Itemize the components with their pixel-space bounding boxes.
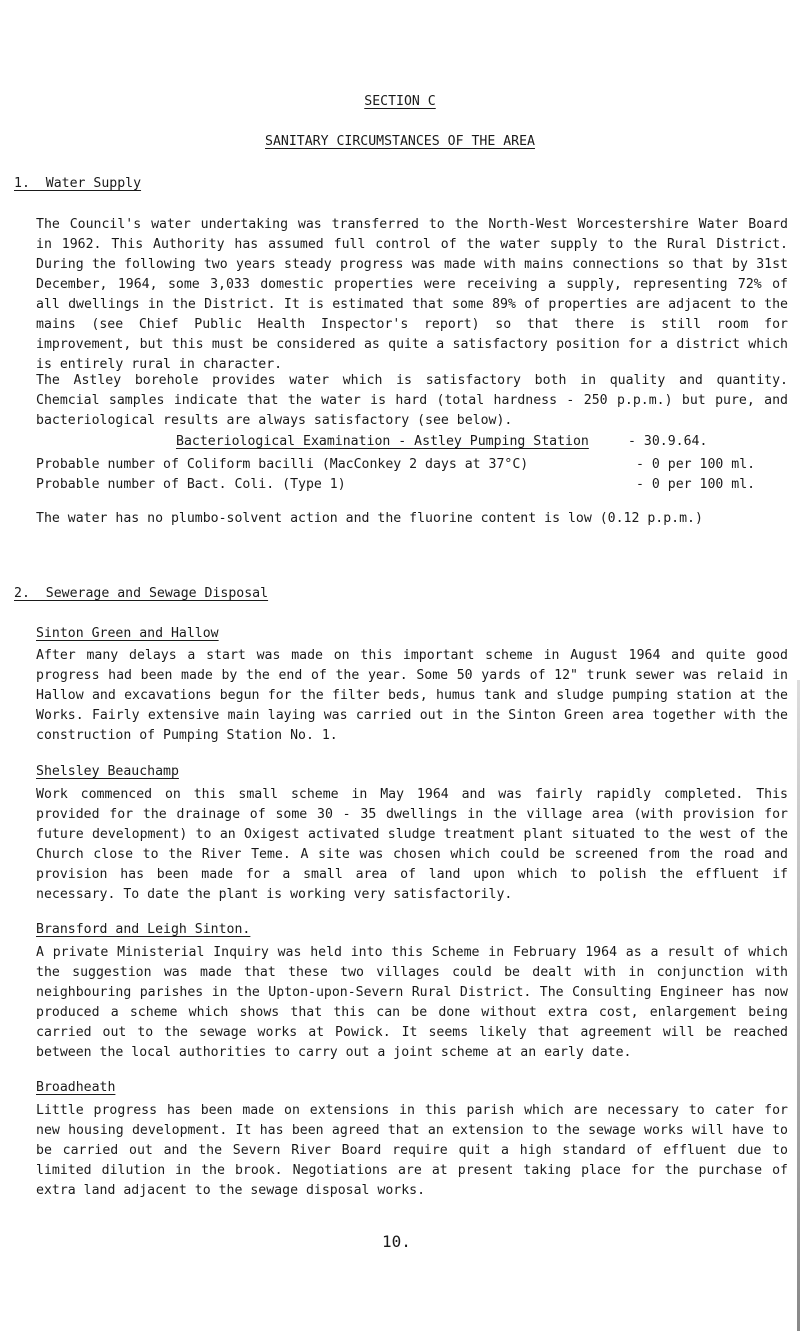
page-number: 10. bbox=[382, 1232, 411, 1251]
water-supply-paragraph-3: The water has no plumbo-solvent action and the fluorine content is low (0.12 p.p.m.) bbox=[36, 511, 703, 526]
section-subtitle: SANITARY CIRCUMSTANCES OF THE AREA bbox=[265, 134, 535, 149]
bact-coli-value: - 0 per 100 ml. bbox=[636, 477, 756, 492]
section-title: SECTION C bbox=[364, 94, 436, 109]
bransford-paragraph: A private Ministerial Inquiry was held into this Scheme in February 1964 as a result of which the suggestion was made that these two villages could be dealt with in conjunction with neighbouring parishes in the Upton-upon-Severn Rural District. The Consulting Engineer has now produced a scheme which shows that this can be done without extra cost, enlargement being carried out to the sewage works at Powick. It seems likely that agreement will be reached between the local authorities to carry out a joint scheme at an early date. bbox=[36, 945, 788, 1060]
broadheath-heading: Broadheath bbox=[36, 1080, 116, 1095]
bacteriological-exam-date: - 30.9.64. bbox=[628, 434, 708, 449]
water-supply-heading: 1. Water Supply bbox=[14, 176, 142, 191]
water-supply-paragraph-1: The Council's water undertaking was transferred to the North-West Worcestershire Water Board in 1962. This Authority has assumed full control of the water supply to the Rural District. During the following two years steady progress was made with mains connections so that by 31st December, 1964, some 3,033 domestic properties were receiving a supply, representing 72% of all dwellings in the District. It is estimated that some 89% of properties are adjacent to the mains (see Chief Public Health Inspector's report) so that there is still room for improvement, but this must be considered as quite a satisfactory position for a district which is entirely rural in character. bbox=[36, 217, 788, 372]
broadheath-paragraph: Little progress has been made on extensions in this parish which are necessary to cater for new housing development. It has been agreed that an extension to the sewage works will have to be carried out and the Severn River Board require quit a high standard of effluent due to limited dilution in the brook. Negotiations are at present taking place for the purchase of extra land adjacent to the sewage disposal works. bbox=[36, 1103, 788, 1198]
coliform-value: - 0 per 100 ml. bbox=[636, 457, 756, 472]
sewerage-heading: 2. Sewerage and Sewage Disposal bbox=[14, 586, 269, 601]
sinton-green-paragraph: After many delays a start was made on this important scheme in August 1964 and quite good progress had been made by the end of the year. Some 50 yards of 12" trunk sewer was relaid in Hallow and excavations begun for the filter beds, humus tank and sludge pumping station at the Works. Fairly extensive main laying was carried out in the Sinton Green area together with the construction of Pumping Station No. 1. bbox=[36, 648, 788, 743]
bacteriological-exam-label: Bacteriological Examination - Astley Pumping Station bbox=[176, 434, 589, 449]
water-supply-paragraph-2: The Astley borehole provides water which is satisfactory both in quality and quantity. Chemcial samples indicate that the water is hard (total hardness - 250 p.p.m.) but pure, and bacteriological results are always satisfactory (see below). bbox=[36, 373, 788, 428]
sinton-green-heading: Sinton Green and Hallow bbox=[36, 626, 219, 641]
coliform-label: Probable number of Coliform bacilli (MacConkey 2 days at 37°C) bbox=[36, 457, 529, 472]
bact-coli-label: Probable number of Bact. Coli. (Type 1) bbox=[36, 477, 346, 492]
shelsley-beauchamp-paragraph: Work commenced on this small scheme in May 1964 and was fairly rapidly completed. This provided for the drainage of some 30 - 35 dwellings in the village area (with provision for future development) to an Oxigest activated sludge treatment plant situated to the west of the Church close to the River Teme. A site was chosen which could be screened from the road and provision has been made for a small area of land upon which to polish the effluent if necessary. To date the plant is working very satisfactorily. bbox=[36, 787, 788, 902]
bransford-heading: Bransford and Leigh Sinton. bbox=[36, 922, 251, 937]
shelsley-beauchamp-heading: Shelsley Beauchamp bbox=[36, 764, 179, 779]
